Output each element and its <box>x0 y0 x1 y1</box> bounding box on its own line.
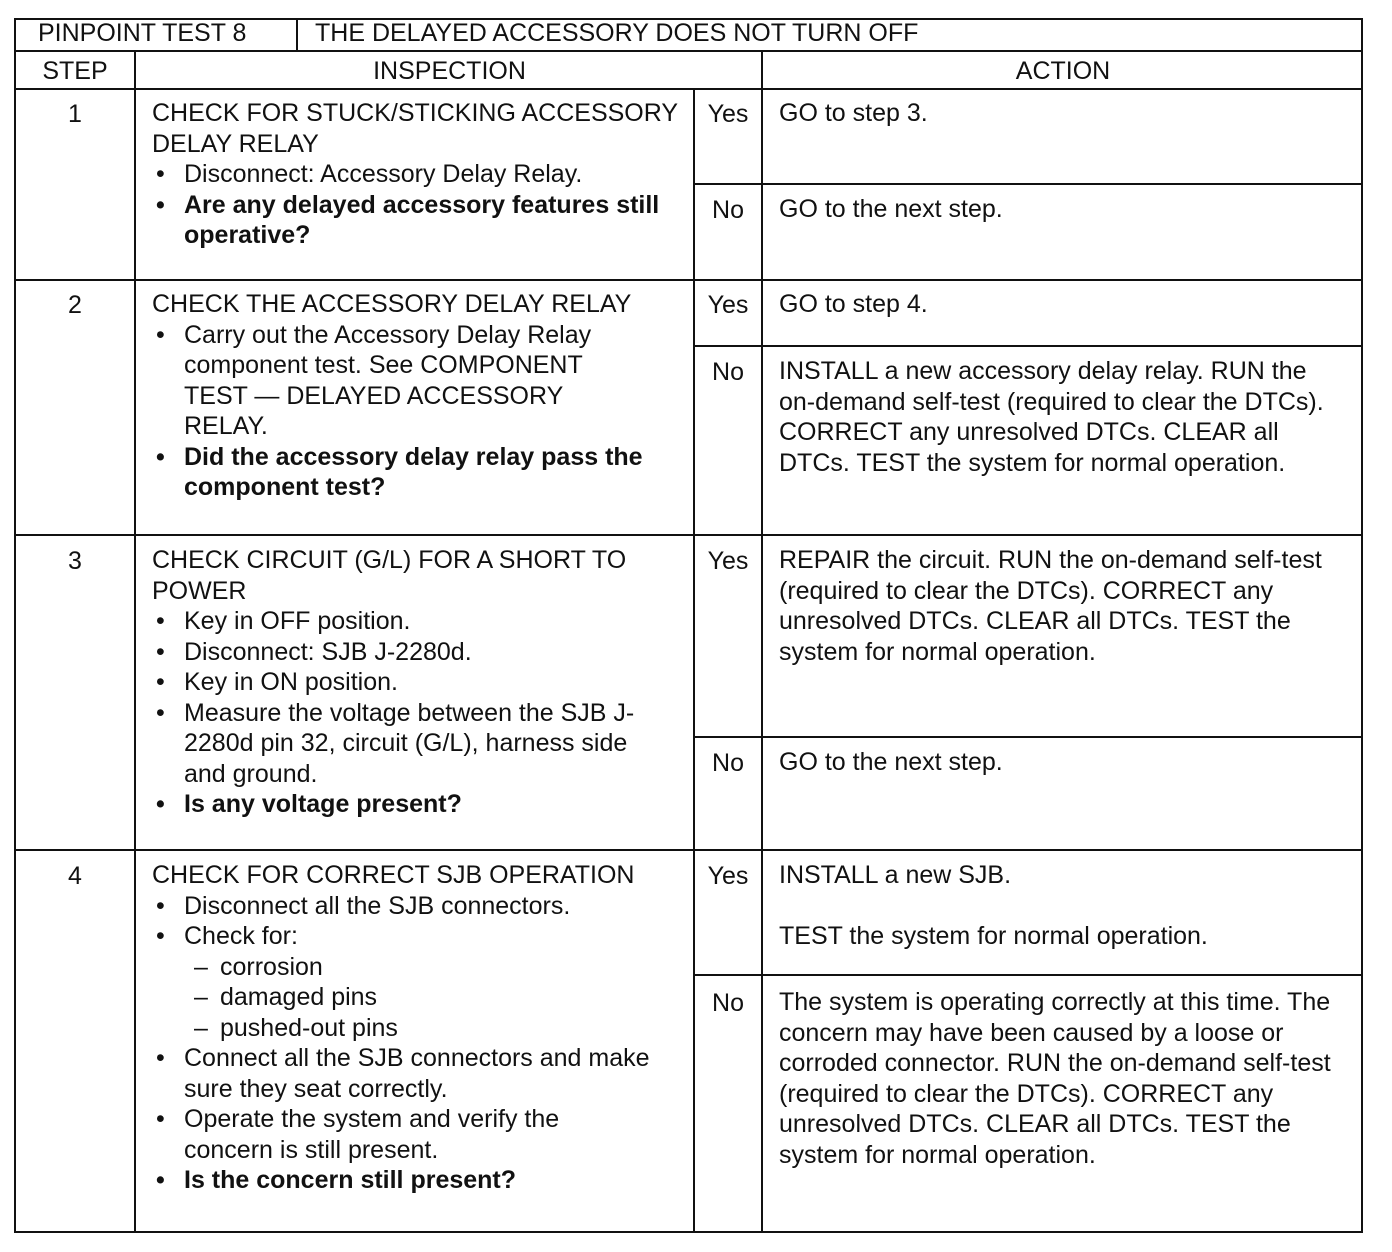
column-header-action: ACTION <box>763 52 1363 90</box>
step-number: 4 <box>68 862 82 890</box>
divider <box>14 279 1363 281</box>
bullet-item: • Measure the voltage between the SJB J-2280d pin 32, circuit (G/L), harness side and ground. <box>156 698 635 788</box>
divider <box>693 736 1363 738</box>
bullet-item: • Disconnect: SJB J-2280d. <box>156 637 472 666</box>
no-action: The system is operating correctly at this time. The concern may have been caused by a loose or corroded connector. RUN the on-demand self-test (required to clear the DTCs). CORRECT any unresolved DTCs. CLEAR all DTCs. TEST the system for normal operation. <box>779 988 1331 1169</box>
yes-label: Yes <box>707 100 749 128</box>
yes-action: TEST the system for normal operation. <box>779 922 1208 950</box>
step-heading: CHECK FOR CORRECT SJB OPERATION <box>152 861 635 889</box>
bullet-item: • Key in OFF position. <box>156 607 411 635</box>
bullet-question: • Did the accessory delay relay pass the component test? <box>156 442 643 501</box>
no-action: INSTALL a new accessory delay relay. RUN the on-demand self-test (required to clear the DTCs). CORRECT any unresolved DTCs. CLEAR all DTCs. TEST the system for normal operation. <box>779 357 1324 477</box>
divider <box>134 52 136 1233</box>
yes-label: Yes <box>707 862 749 890</box>
divider <box>693 974 1363 976</box>
no-label: No <box>712 749 744 777</box>
test-title: THE DELAYED ACCESSORY DOES NOT TURN OFF <box>315 19 919 47</box>
no-action: GO to the next step. <box>779 748 1003 776</box>
yes-action: INSTALL a new SJB. <box>779 861 1012 889</box>
bullet-question: • Is any voltage present? <box>156 790 462 818</box>
test-id: PINPOINT TEST 8 <box>14 18 298 50</box>
yes-action: REPAIR the circuit. RUN the on-demand self-test (required to clear the DTCs). CORRECT any unresolved DTCs. CLEAR all DTCs. TEST the system for normal operation. <box>779 546 1322 666</box>
step-heading: CHECK THE ACCESSORY DELAY RELAY <box>152 290 632 318</box>
divider <box>693 345 1363 347</box>
bullet-item: • Connect all the SJB connectors and make sure they seat correctly. <box>156 1044 650 1103</box>
divider <box>693 183 1363 185</box>
step-number: 3 <box>68 547 82 575</box>
step-number: 1 <box>68 100 82 128</box>
bullet-item: • Operate the system and verify the concern is still present. <box>156 1105 560 1164</box>
bullet-item: • Check for: <box>156 922 298 950</box>
step-heading: CHECK FOR STUCK/STICKING ACCESSORY DELAY RELAY <box>152 99 678 158</box>
yes-action: GO to step 3. <box>779 99 928 127</box>
step-inspection <box>152 98 692 251</box>
bullet-question: • Is the concern still present? <box>156 1166 517 1194</box>
yes-label: Yes <box>707 291 749 319</box>
sub-item: – pushed-out pins <box>194 1013 398 1042</box>
bullet-item: • Carry out the Accessory Delay Relay component test. See COMPONENT TEST — DELAYED ACCESSORY RELAY. <box>156 320 592 440</box>
column-header-step: STEP <box>14 52 136 90</box>
step-heading: CHECK CIRCUIT (G/L) FOR A SHORT TO POWER <box>152 546 627 605</box>
bullet-question: • Are any delayed accessory features still operative? <box>156 190 660 249</box>
bullet-item: • Key in ON position. <box>156 668 398 696</box>
step-inspection <box>152 545 677 820</box>
no-label: No <box>712 196 744 224</box>
step-number: 2 <box>68 291 82 319</box>
column-header-inspection: INSPECTION <box>136 52 763 90</box>
no-action: GO to the next step. <box>779 195 1003 223</box>
step-inspection <box>152 860 692 1196</box>
step-inspection <box>152 289 672 503</box>
yes-action: GO to step 4. <box>779 290 928 318</box>
sub-item: – damaged pins <box>194 983 378 1011</box>
yes-label: Yes <box>707 547 749 575</box>
divider <box>14 534 1363 536</box>
divider <box>14 849 1363 851</box>
bullet-item: • Disconnect: Accessory Delay Relay. <box>156 160 583 188</box>
divider <box>761 52 763 1233</box>
divider <box>693 90 695 1233</box>
no-label: No <box>712 358 744 386</box>
bullet-item: • Disconnect all the SJB connectors. <box>156 891 571 920</box>
table-title-row <box>14 18 1363 52</box>
no-label: No <box>712 989 744 1017</box>
sub-item: – corrosion <box>194 952 323 981</box>
